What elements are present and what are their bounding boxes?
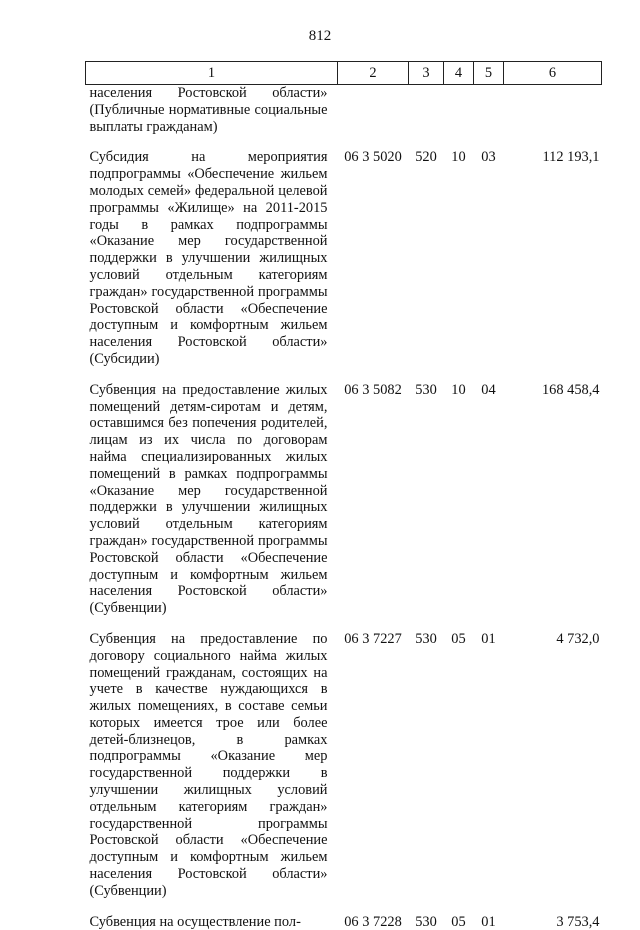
row-amount: 112 193,1	[504, 149, 602, 367]
row-section: 05	[444, 631, 474, 900]
row-target-code: 06 3 5020	[338, 149, 409, 367]
header-col-1: 1	[86, 62, 338, 85]
row-subsection: 04	[474, 382, 504, 617]
row-expense-type	[409, 85, 444, 136]
table-row	[86, 85, 602, 136]
row-expense-type: 530	[409, 382, 444, 617]
row-description: Субвенция на осуществление пол-	[86, 914, 338, 930]
header-col-5: 5	[474, 62, 504, 85]
row-gap	[86, 368, 602, 382]
table-row	[86, 149, 602, 367]
table-row	[86, 631, 602, 900]
row-target-code	[338, 85, 409, 136]
page-number: 812	[0, 28, 640, 45]
row-description: населения Ростовской области» (Публичные нормативные социальные выплаты гражданам)	[86, 85, 338, 136]
header-col-6: 6	[504, 62, 602, 85]
row-target-code: 06 3 5082	[338, 382, 409, 617]
row-section: 10	[444, 382, 474, 617]
row-section	[444, 85, 474, 136]
row-amount: 168 458,4	[504, 382, 602, 617]
row-description: Субсидия на мероприятия подпрограммы «Обеспечение жильем молодых семей» федеральной целевой программы «Жилище» на 2011-2015 годы в рамках подпрограммы «Оказание мер государственной поддержки в улучшении жилищных условий отдельным категориям граждан» государственной программы Ростовской области «Обеспечение доступным и комфортным жильем населения Ростовской области» (Субсидии)	[86, 149, 338, 367]
table-body	[86, 85, 602, 930]
row-target-code: 06 3 7228	[338, 914, 409, 930]
budget-table	[85, 61, 602, 930]
header-row	[86, 62, 602, 85]
row-section: 05	[444, 914, 474, 930]
row-description: Субвенция на предоставление по договору социального найма жилых помещений гражданам, состоящих на учете в качестве нуждающихся в жилых помещениях, в составе семьи которых имеется трое или более детей-близнецов, в рамках подпрограммы «Оказание мер государственной поддержки в улучшении жилищных условий отдельным категориям граждан» государственной программы Ростовской области «Обеспечение доступным и комфортным жильем населения Ростовской области» (Субвенции)	[86, 631, 338, 900]
row-gap	[86, 900, 602, 914]
row-expense-type: 530	[409, 631, 444, 900]
row-amount	[504, 85, 602, 136]
row-description: Субвенция на предоставление жилых помещений детям-сиротам и детям, оставшимся без попечения родителей, лицам из их числа по договорам найма специализированных жилых помещений в рамках подпрограммы «Оказание мер государственной поддержки в улучшении жилищных условий отдельным категориям граждан» государственной программы Ростовской области «Обеспечение доступным и комфортным жильем населения Ростовской области» (Субвенции)	[86, 382, 338, 617]
row-subsection: 01	[474, 631, 504, 900]
table-header	[86, 62, 602, 85]
header-col-4: 4	[444, 62, 474, 85]
row-expense-type: 520	[409, 149, 444, 367]
table-row	[86, 914, 602, 930]
table-row	[86, 382, 602, 617]
row-amount: 4 732,0	[504, 631, 602, 900]
row-subsection	[474, 85, 504, 136]
header-col-3: 3	[409, 62, 444, 85]
row-subsection: 01	[474, 914, 504, 930]
row-target-code: 06 3 7227	[338, 631, 409, 900]
row-gap	[86, 135, 602, 149]
row-subsection: 03	[474, 149, 504, 367]
header-col-2: 2	[338, 62, 409, 85]
row-gap	[86, 617, 602, 631]
row-section: 10	[444, 149, 474, 367]
row-expense-type: 530	[409, 914, 444, 930]
row-amount: 3 753,4	[504, 914, 602, 930]
